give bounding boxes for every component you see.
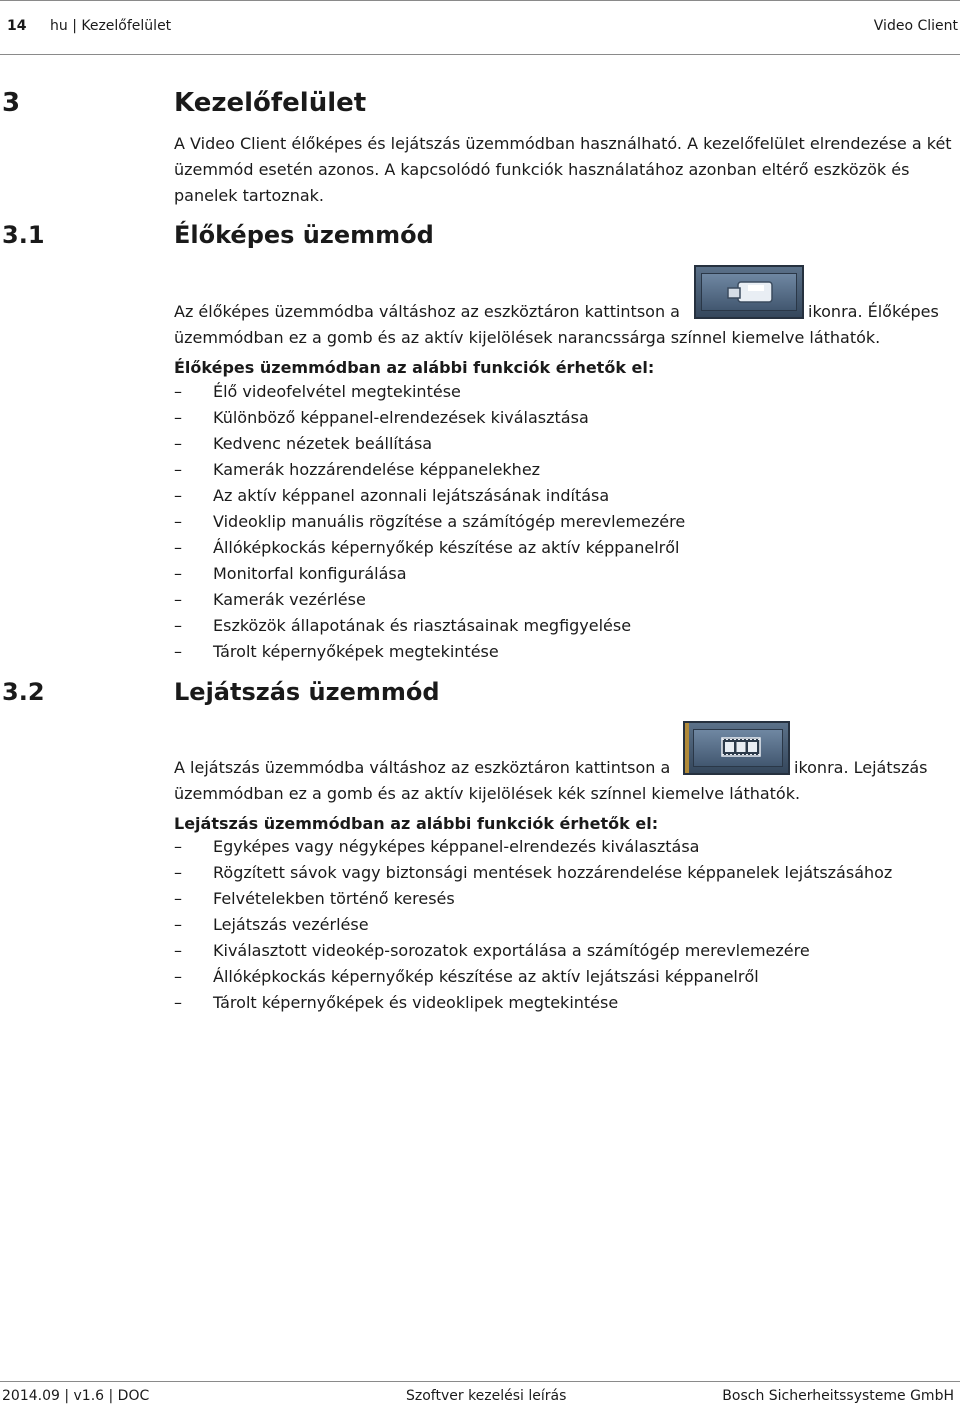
playback-para-after: ikonra. Lejátszás [794, 758, 928, 777]
page-number: 14 [7, 18, 27, 34]
header-product: Video Client [873, 18, 958, 34]
top-rule [0, 0, 960, 1]
section-number: 3.2 [2, 678, 45, 706]
playback-para-line2: üzemmódban ez a gomb és az aktív kijelölések kék színnel kiemelve láthatók. [174, 784, 801, 803]
chapter-title: Kezelőfelület [174, 88, 367, 118]
footer-version: 2014.09 | v1.6 | DOC [2, 1388, 150, 1404]
chapter-number: 3 [2, 88, 21, 118]
list-item: – Eszközök állapotának és riasztásainak megfigyelése [174, 613, 685, 639]
playback-list-heading: Lejátszás üzemmódban az alábbi funkciók érhetők el: [174, 814, 659, 833]
footer-company: Bosch Sicherheitssysteme GmbH [722, 1388, 954, 1404]
live-mode-button[interactable] [694, 265, 804, 319]
list-item: – Állóképkockás képernyőkép készítése az aktív képpanelről [174, 535, 685, 561]
section-title: Élőképes üzemmód [174, 221, 434, 249]
footer-doc-title: Szoftver kezelési leírás [406, 1388, 567, 1404]
list-item: – Az aktív képpanel azonnali lejátszásának indítása [174, 483, 685, 509]
list-item: – Különböző képpanel-elrendezések kiválasztása [174, 405, 685, 431]
list-item: – Kamerák hozzárendelése képpanelekhez [174, 457, 685, 483]
list-item: – Élő videofelvétel megtekintése [174, 379, 685, 405]
camera-icon [702, 274, 800, 314]
playback-para-before: A lejátszás üzemmódba váltáshoz az eszköztáron kattintson a [174, 758, 671, 777]
list-item: – Kamerák vezérlése [174, 587, 685, 613]
filmstrip-icon [694, 730, 786, 770]
list-item: – Tárolt képernyőképek megtekintése [174, 639, 685, 665]
live-para-after: ikonra. Élőképes [808, 302, 939, 321]
live-para-line2: üzemmódban ez a gomb és az aktív kijelölések narancssárga színnel kiemelve láthatók. [174, 328, 881, 347]
list-item: – Videoklip manuális rögzítése a számítógép merevlemezére [174, 509, 685, 535]
list-item: – Egyképes vagy négyképes képpanel-elrendezés kiválasztása [174, 834, 892, 860]
playback-mode-button[interactable] [683, 721, 790, 775]
footer-rule [0, 1381, 960, 1382]
list-item: – Felvételekben történő keresés [174, 886, 892, 912]
list-item: – Állóképkockás képernyőkép készítése az aktív lejátszási képpanelről [174, 964, 892, 990]
section-title: Lejátszás üzemmód [174, 678, 440, 706]
list-item: – Monitorfal konfigurálása [174, 561, 685, 587]
chapter-intro: A Video Client élőképes és lejátszás üzemmódban használható. A kezelőfelület elrendezése a két üzemmód esetén azonos. A kapcsolódó funkciók használatához azonban eltérő eszközök és panelek tartoznak. [174, 134, 952, 205]
list-item: – Rögzített sávok vagy biztonsági mentések hozzárendelése képpanelek lejátszásához [174, 860, 892, 886]
list-item: – Lejátszás vezérlése [174, 912, 892, 938]
playback-feature-list [174, 834, 892, 1016]
list-item: – Tárolt képernyőképek és videoklipek megtekintése [174, 990, 892, 1016]
list-item: – Kedvenc nézetek beállítása [174, 431, 685, 457]
live-list-heading: Élőképes üzemmódban az alábbi funkciók érhetők el: [174, 358, 655, 377]
section-number: 3.1 [2, 221, 45, 249]
live-para-before: Az élőképes üzemmódba váltáshoz az eszköztáron kattintson a [174, 302, 680, 321]
list-item: – Kiválasztott videokép-sorozatok exportálása a számítógép merevlemezére [174, 938, 892, 964]
header-section: hu | Kezelőfelület [50, 18, 172, 34]
live-feature-list [174, 379, 685, 665]
header-rule [0, 54, 960, 55]
